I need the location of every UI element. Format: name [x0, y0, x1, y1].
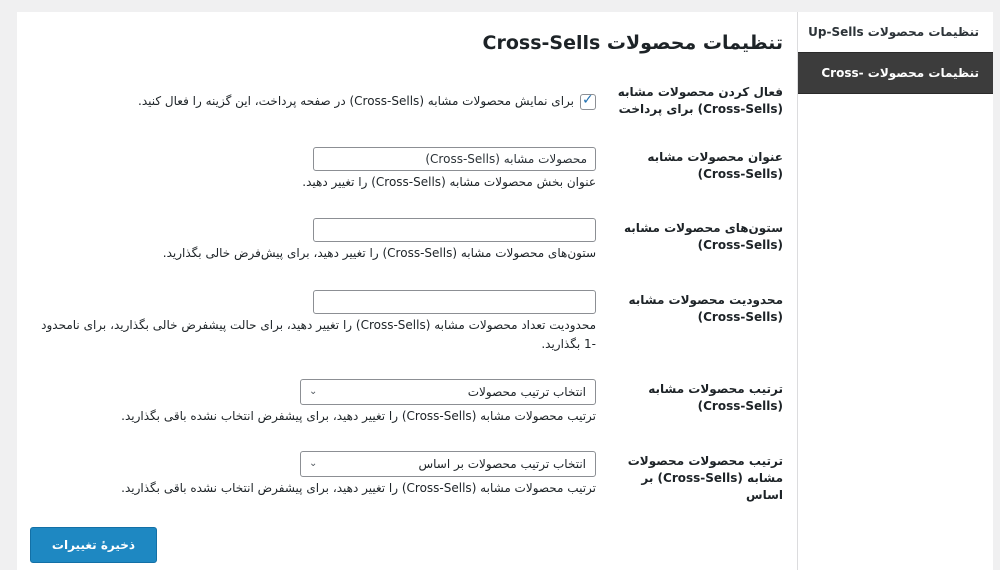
enable-checkbox[interactable] — [580, 91, 596, 110]
orderby-label: ترتیب محصولات مشابه (Cross-Sells) — [648, 382, 783, 413]
title-label: عنوان محصولات مشابه (Cross-Sells) — [647, 150, 783, 181]
limit-description: محدودیت تعداد محصولات مشابه (Cross-Sells) را تغییر دهید، برای حالت پیشفرض خالی بگذارید، برای نامحدود -1 بگذارید. — [41, 318, 596, 351]
columns-input[interactable] — [313, 218, 596, 242]
orderby-selected: انتخاب ترتیب محصولات — [467, 385, 586, 399]
enable-description: برای نمایش محصولات مشابه (Cross-Sells) در صفحه پرداخت، این گزینه را فعال کنید. — [138, 94, 574, 108]
columns-label: ستون‌های محصولات مشابه (Cross-Sells) — [624, 221, 783, 252]
order-description: ترتیب محصولات مشابه (Cross-Sells) را تغییر دهید، برای پیشفرض انتخاب نشده باقی بگذارید. — [121, 481, 596, 495]
order-selected: انتخاب ترتیب محصولات بر اساس — [418, 457, 586, 471]
settings-panel — [17, 12, 797, 570]
check-icon: ✓ — [582, 91, 594, 108]
sidebar-item-upsells[interactable]: تنظیمات محصولات Up-Sells — [808, 25, 979, 39]
limit-label: محدودیت محصولات مشابه (Cross-Sells) — [628, 293, 783, 324]
orderby-select[interactable] — [300, 379, 596, 405]
page-title: تنظیمات محصولات Cross-Sells — [482, 32, 783, 54]
chevron-down-icon: ⌄ — [309, 386, 318, 397]
limit-input[interactable] — [313, 290, 596, 314]
sidebar-item-crosssells[interactable]: تنظیمات محصولات Cross-Sells — [798, 52, 993, 94]
enable-label: فعال کردن محصولات مشابه (Cross-Sells) برای پرداخت — [617, 85, 783, 116]
title-input[interactable] — [313, 147, 596, 171]
order-select[interactable] — [300, 451, 596, 477]
orderby-description: ترتیب محصولات مشابه (Cross-Sells) را تغییر دهید، برای پیشفرض انتخاب نشده باقی بگذارید. — [121, 409, 596, 423]
chevron-down-icon: ⌄ — [309, 458, 318, 469]
columns-description: ستون‌های محصولات مشابه (Cross-Sells) را تغییر دهید، برای پیش‌فرض خالی بگذارید. — [162, 246, 596, 260]
save-button[interactable]: ذخیرهٔ تغییرات — [30, 527, 157, 563]
settings-sidebar — [797, 12, 993, 570]
order-label: ترتیب محصولات محصولات مشابه (Cross-Sells) بر اساس — [627, 454, 783, 502]
title-description: عنوان بخش محصولات مشابه (Cross-Sells) را تغییر دهید. — [302, 175, 596, 189]
